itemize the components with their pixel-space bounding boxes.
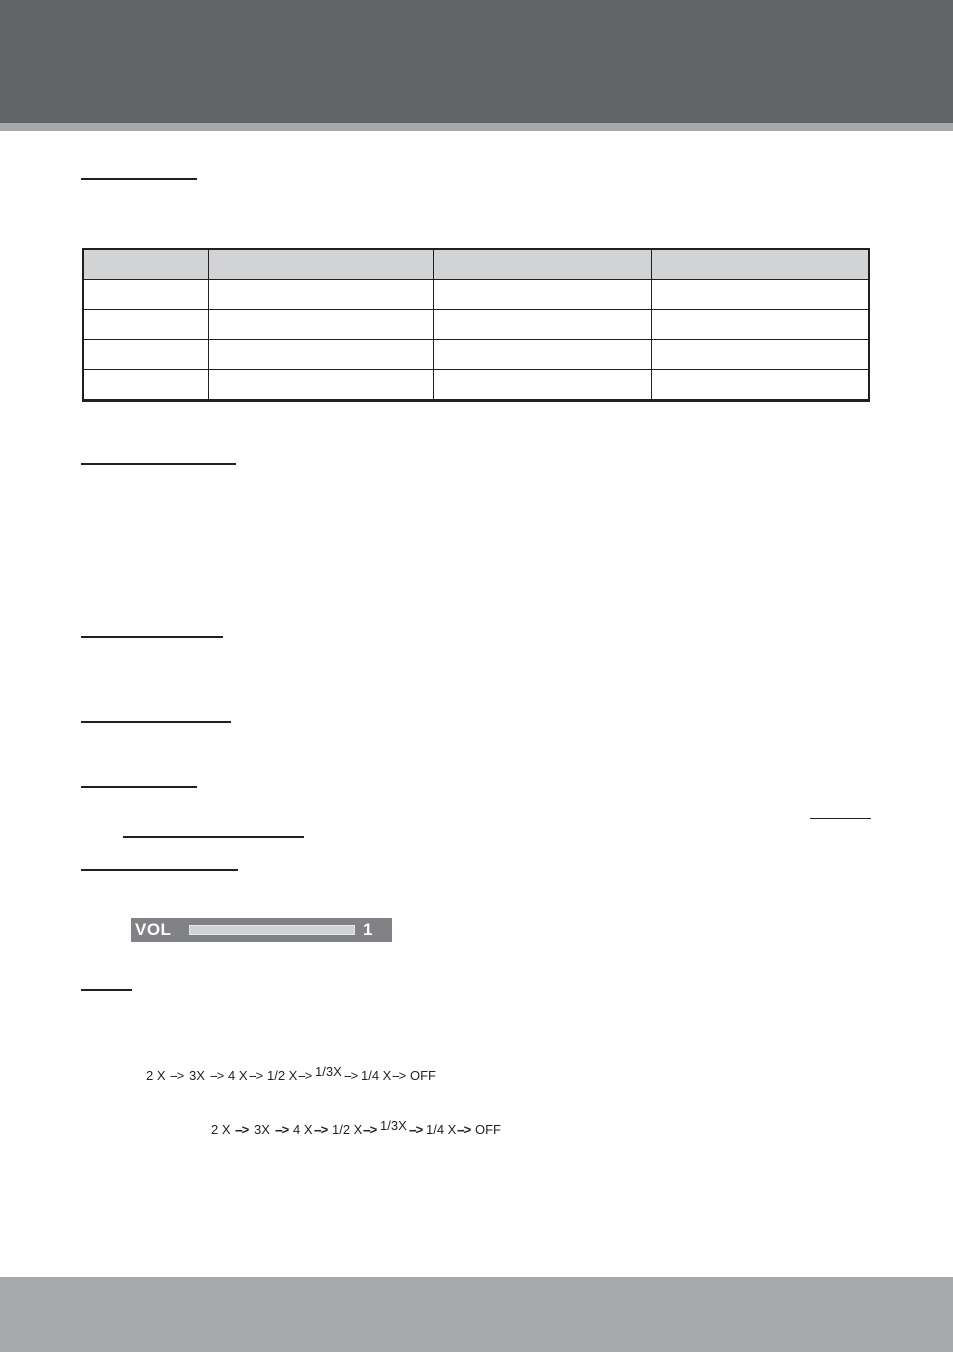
table-header-row [83,249,869,280]
seq-item: 1/3X [380,1118,407,1133]
header-stripe [0,123,953,131]
header-band [0,0,953,123]
playback-sequence-1 [146,1064,446,1084]
table-cell [83,340,208,370]
table-cell [433,280,651,310]
arrow-icon: --> [170,1068,184,1083]
table-row [83,340,869,370]
table-cell [433,370,651,401]
inline-underline-left [123,836,304,838]
arrow-icon: --> [249,1068,263,1083]
seq-item: 3X [254,1122,270,1137]
table-cell [83,280,208,310]
table-cell [651,310,869,340]
footer-band [0,1277,953,1352]
seq-item: 4 X [228,1068,248,1083]
table-cell [433,340,651,370]
volume-value: 1 [363,920,373,939]
volume-track [189,925,355,935]
volume-fill [190,926,354,934]
seq-item: 1/3X [315,1064,342,1079]
table-cell [651,280,869,310]
table-header-cell [433,249,651,280]
arrow-icon: --> [363,1122,377,1137]
settings-table [82,248,870,402]
table-cell [208,280,433,310]
table-cell [208,340,433,370]
arrow-icon: --> [235,1122,249,1137]
arrow-icon: --> [409,1122,423,1137]
section-heading-rule-5 [81,786,197,788]
arrow-icon: --> [457,1122,471,1137]
table-row [83,310,869,340]
table-header-cell [83,249,208,280]
seq-item: 3X [189,1068,205,1083]
seq-item: 1/2 X [267,1068,298,1083]
table-row [83,280,869,310]
seq-item: 1/4 X [426,1122,457,1137]
section-heading-rule-4 [81,721,231,723]
seq-item: 1/2 X [332,1122,363,1137]
table-header-cell [208,249,433,280]
section-heading-rule-1 [81,178,197,180]
arrow-icon: --> [275,1122,289,1137]
seq-item: OFF [475,1122,501,1137]
table-cell [651,340,869,370]
table-header-cell [651,249,869,280]
seq-item: 2 X [146,1068,166,1083]
arrow-icon: --> [344,1068,358,1083]
table-cell [83,310,208,340]
arrow-icon: --> [298,1068,312,1083]
volume-osd [131,918,392,942]
volume-label: VOL [135,920,172,939]
seq-item: 4 X [293,1122,313,1137]
section-heading-rule-7 [81,989,132,991]
seq-item: 2 X [211,1122,231,1137]
section-heading-rule-6 [81,869,238,871]
arrow-icon: --> [314,1122,328,1137]
arrow-icon: --> [392,1068,406,1083]
section-heading-rule-3 [81,636,223,638]
table-cell [83,370,208,401]
section-heading-rule-2 [81,463,236,465]
table-cell [208,310,433,340]
arrow-icon: --> [210,1068,224,1083]
table-cell [651,370,869,401]
table-row [83,370,869,401]
table-cell [208,370,433,401]
inline-underline-right [810,818,871,819]
playback-sequence-2 [211,1118,511,1138]
seq-item: 1/4 X [361,1068,392,1083]
table-cell [433,310,651,340]
seq-item: OFF [410,1068,436,1083]
